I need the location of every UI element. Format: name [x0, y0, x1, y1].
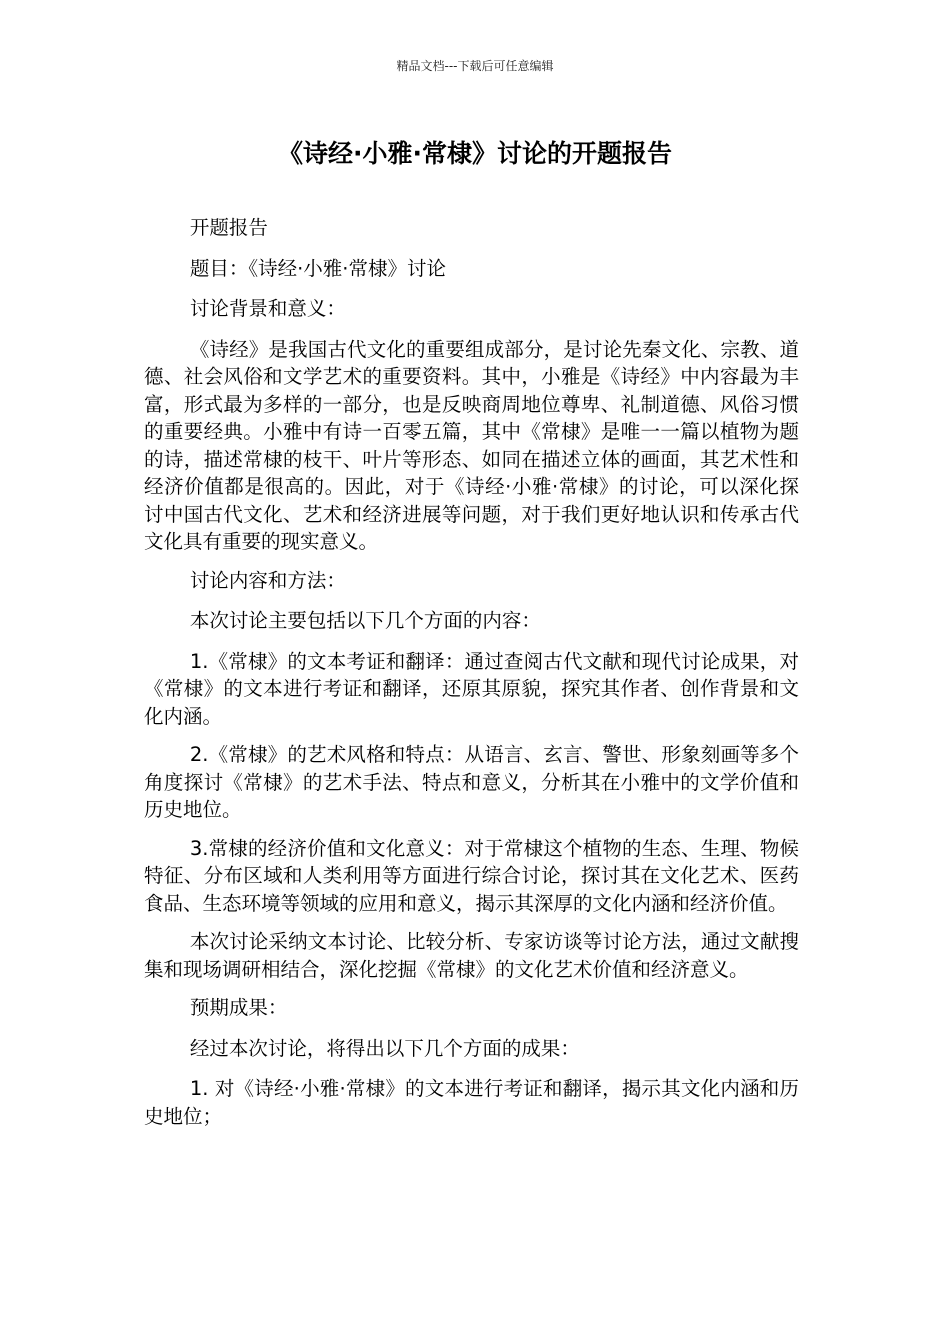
- heading-expected-results: 预期成果：: [189, 996, 288, 1019]
- list-item-text-study: 1.《常棣》的文本考证和翻译：通过查阅古代文献和现代讨论成果，对《常棣》的文本进行考证和翻译，还原其原貌，探究其作者、创作背景和文化内涵。: [144, 649, 799, 728]
- heading-background: 讨论背景和意义：: [189, 297, 346, 320]
- list-item-economic-value: 3.常棣的经济价值和文化意义：对于常棣这个植物的生态、生理、物候特征、分布区域和人类利用等方面进行综合讨论，探讨其在文化艺术、医药食品、生态环境等领域的应用和意义，揭示其深厚的文化内涵和经济价值。: [144, 836, 799, 915]
- paragraph-background: 《诗经》是我国古代文化的重要组成部分，是讨论先秦文化、宗教、道德、社会风俗和文学艺术的重要资料。其中，小雅是《诗经》中内容最为丰富，形式最为多样的一部分，也是反映商周地位尊卑、礼制道德、风俗习惯的重要经典。小雅中有诗一百零五篇，其中《常棣》是唯一一篇以植物为题的诗，描述常棣的枝干、叶片等形态、如同在描述立体的画面，其艺术性和经济价值都是很高的。因此，对于《诗经·小雅·常棣》的讨论，可以深化探讨中国古代文化、艺术和经济进展等问题，对于我们更好地认识和传承古代文化具有重要的现实意义。: [144, 337, 799, 553]
- paragraph-content-intro: 本次讨论主要包括以下几个方面的内容：: [189, 609, 541, 632]
- paragraph-methods: 本次讨论采纳文本讨论、比较分析、专家访谈等讨论方法，通过文献搜集和现场调研相结合，深化挖掘《常棣》的文化艺术价值和经济意义。: [144, 930, 799, 981]
- page-header-note: 精品文档---下载后可任意编辑: [396, 59, 554, 73]
- paragraph-report-label: 开题报告: [189, 216, 268, 239]
- list-item-result-1: 1. 对《诗经·小雅·常棣》的文本进行考证和翻译，揭示其文化内涵和历史地位；: [144, 1077, 799, 1128]
- list-item-art-style: 2.《常棣》的艺术风格和特点：从语言、玄言、警世、形象刻画等多个角度探讨《常棣》的艺术手法、特点和意义，分析其在小雅中的文学价值和历史地位。: [144, 743, 799, 821]
- paragraph-topic: 题目：《诗经·小雅·常棣》讨论: [189, 256, 446, 280]
- document-title: 《诗经·小雅·常棣》讨论的开题报告: [278, 139, 672, 168]
- document-body: [144, 214, 799, 1141]
- heading-content-method: 讨论内容和方法：: [189, 568, 346, 592]
- paragraph-results-intro: 经过本次讨论，将得出以下几个方面的成果：: [189, 1036, 580, 1060]
